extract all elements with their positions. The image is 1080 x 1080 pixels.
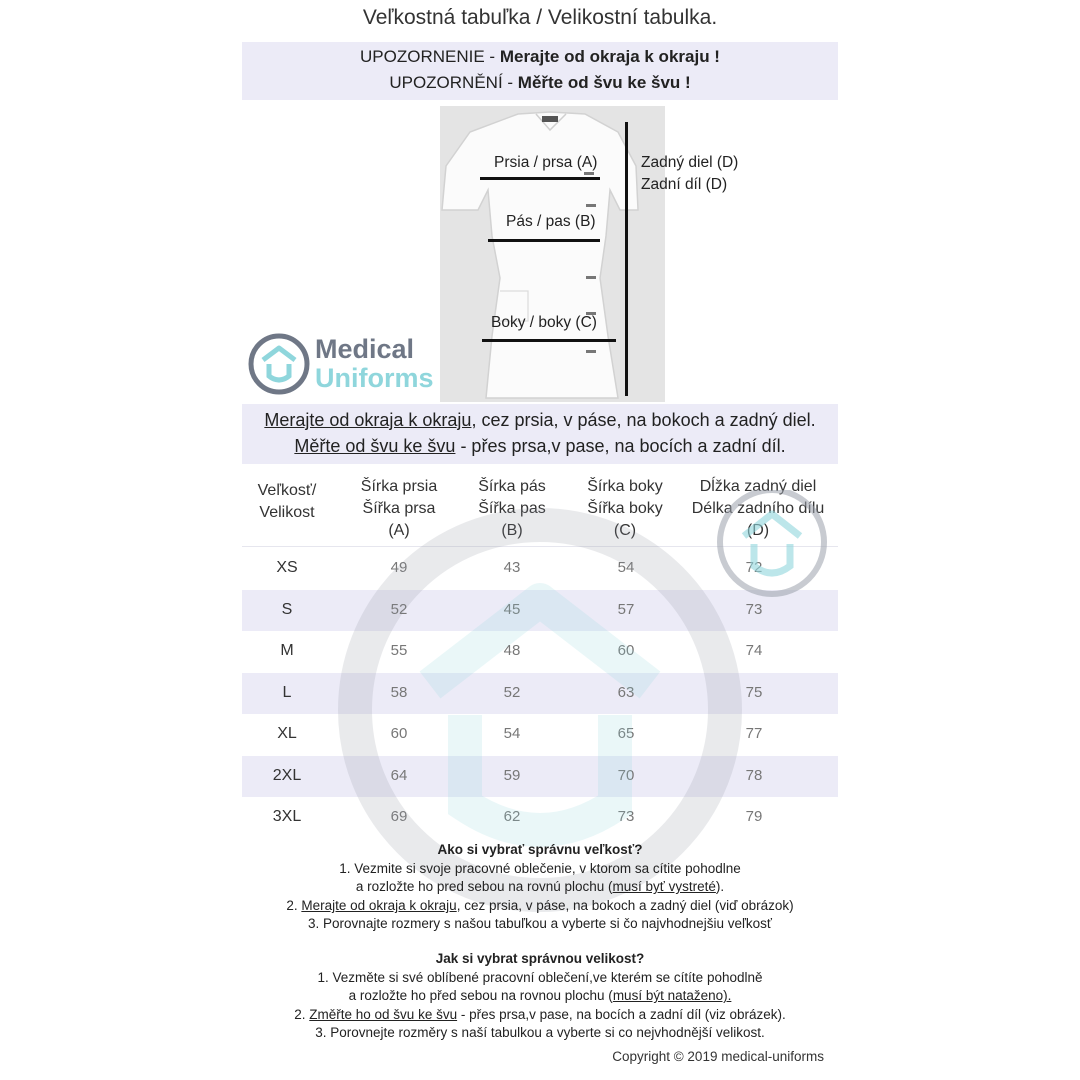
measure-instructions <box>242 404 838 464</box>
warning-prefix-sk: UPOZORNENIE - <box>360 47 500 66</box>
measurement-cell: 74 <box>745 642 763 659</box>
measurement-cell: 45 <box>503 600 521 618</box>
instruction-sk-rest: , cez prsia, v páse, na bokoch a zadný diel. <box>471 410 816 430</box>
guide-sk-step1b-underlined: musí byť vystreté <box>612 879 716 894</box>
header-back-sk: Dĺžka zadný diel <box>699 478 817 495</box>
guide-cz-step2-underlined: Změřte ho od švu ke švu <box>309 1007 458 1022</box>
header-waist-code: (B) <box>501 522 523 539</box>
page-title: Veľkostná tabuľka / Velikostní tabulka. <box>362 6 718 29</box>
instruction-cz <box>242 436 838 457</box>
table-row <box>242 756 838 797</box>
warning-line-sk <box>242 47 838 67</box>
table-row <box>242 590 838 631</box>
measurement-cell: 48 <box>503 642 521 659</box>
header-hips-sk: Šírka boky <box>587 478 663 495</box>
instruction-sk <box>242 410 838 431</box>
measurement-cell: 62 <box>503 808 521 825</box>
size-cell: XL <box>277 725 297 742</box>
measurement-cell: 58 <box>390 683 408 701</box>
header-size-cz: Velikost <box>259 504 315 521</box>
header-hips-cz: Šířka boky <box>587 500 663 517</box>
back-label-cz: Zadní díl (D) <box>641 176 728 193</box>
header-back-code: (D) <box>746 522 770 539</box>
instruction-sk-underlined: Merajte od okraja k okraju <box>264 410 472 430</box>
header-hips-code: (C) <box>613 522 637 539</box>
measurement-cell: 59 <box>503 766 521 784</box>
measurement-cell: 69 <box>390 808 408 825</box>
guide-sk-step2 <box>0 896 1080 915</box>
measurement-cell: 52 <box>503 683 521 701</box>
guide-sk-step1a: 1. Vezmite si svoje pracovné oblečenie, v ktorom sa cítite pohodlne <box>339 861 741 876</box>
warning-line-cz <box>242 73 838 93</box>
measurement-cell: 72 <box>745 559 763 576</box>
guide-sk-step1b <box>0 877 1080 896</box>
size-cell: 3XL <box>272 808 302 825</box>
header-back-cz: Délka zadního dílu <box>691 500 825 517</box>
measurement-cell: 55 <box>390 642 408 659</box>
size-cell: L <box>282 683 292 701</box>
header-divider <box>242 546 838 547</box>
header-chest <box>344 476 454 542</box>
table-row <box>242 714 838 755</box>
measurement-cell: 73 <box>745 600 763 618</box>
brand-logo <box>247 330 457 400</box>
header-back <box>678 476 838 542</box>
header-waist-cz: Šířka pas <box>478 500 546 517</box>
measurement-cell: 73 <box>617 808 635 825</box>
measurement-cell: 54 <box>617 559 635 576</box>
chest-label: Prsia / prsa (A) <box>494 154 598 171</box>
measurement-cell: 54 <box>503 725 521 742</box>
measurement-cell: 49 <box>390 559 408 576</box>
guide-sk-step2-pre: 2. <box>286 898 302 913</box>
logo-name-medical: Medical <box>315 334 415 364</box>
size-cell: XS <box>276 559 298 576</box>
guide-sk <box>0 840 1080 940</box>
instruction-cz-underlined: Měřte od švu ke švu <box>294 436 456 456</box>
guide-sk-step1b-pre: a rozložte ho pred sebou na rovnú plochu ( <box>355 879 613 894</box>
measurement-cell: 77 <box>745 725 763 742</box>
measurement-cell: 63 <box>617 683 635 701</box>
header-chest-sk: Šírka prsia <box>360 478 438 495</box>
guide-cz-step2 <box>0 1005 1080 1024</box>
header-chest-cz: Šířka prsa <box>362 500 436 517</box>
guide-sk-step2-post: , cez prsia, v páse, na bokoch a zadný diel (viď obrázok) <box>456 898 794 913</box>
chest-measure-line <box>480 177 600 180</box>
header-hips <box>565 476 685 542</box>
measurement-cell: 75 <box>745 683 763 701</box>
copyright: Copyright © 2019 medical-uniforms <box>612 1049 824 1064</box>
back-label-sk: Zadný diel (D) <box>641 154 739 171</box>
waist-label: Pás / pas (B) <box>506 213 596 230</box>
warning-bold-sk: Merajte od okraja k okraju ! <box>499 47 720 66</box>
size-cell: S <box>281 600 293 618</box>
guide-sk-step1b-post: ). <box>715 879 725 894</box>
header-size <box>242 480 332 524</box>
header-size-sk: Veľkosť/ <box>257 482 317 499</box>
guide-cz-step2-post: - přes prsa,v pase, na bocích a zadní díl (viz obrázek). <box>457 1007 786 1022</box>
garment-illustration <box>440 106 665 402</box>
table-row <box>242 548 838 589</box>
guide-sk-heading: Ako si vybrať správnu veľkosť? <box>437 842 643 857</box>
guide-cz-step1b-underlined: musí být nataženo). <box>612 988 732 1003</box>
warning-prefix-cz: UPOZORNĚNÍ - <box>389 73 518 92</box>
measurement-cell: 65 <box>617 725 635 742</box>
header-waist-sk: Šírka pás <box>478 478 546 495</box>
garment-diagram <box>440 106 665 402</box>
instruction-cz-rest: - přes prsa,v pase, na bocích a zadní díl. <box>455 436 786 456</box>
table-row <box>242 631 838 672</box>
header-chest-code: (A) <box>388 522 410 539</box>
guide-cz <box>0 949 1080 1049</box>
guide-cz-step1a: 1. Vezměte si své oblíbené pracovní oblečení,ve kterém se cítíte pohodlně <box>317 970 763 985</box>
table-row <box>242 797 838 838</box>
measurement-cell: 60 <box>617 642 635 659</box>
warning-box <box>242 42 838 100</box>
measurement-cell: 52 <box>390 600 408 618</box>
measurement-cell: 78 <box>745 766 763 784</box>
measurement-cell: 70 <box>617 766 635 784</box>
guide-cz-heading: Jak si vybrat správnou velikost? <box>435 951 645 966</box>
guide-sk-step3: 3. Porovnajte rozmery s našou tabuľkou a vyberte si čo najvhodnejšiu veľkosť <box>308 916 772 931</box>
hips-measure-line <box>482 339 616 342</box>
measurement-cell: 43 <box>503 559 521 576</box>
size-cell: 2XL <box>272 766 302 784</box>
measurement-cell: 64 <box>390 766 408 784</box>
measurement-cell: 79 <box>745 808 763 825</box>
waist-measure-line <box>488 239 600 242</box>
guide-cz-step2-pre: 2. <box>294 1007 310 1022</box>
back-length-line <box>625 122 628 396</box>
size-cell: M <box>280 642 294 659</box>
hips-label: Boky / boky (C) <box>491 314 597 331</box>
measurement-cell: 57 <box>617 600 635 618</box>
logo-name-uniforms: Uniforms <box>315 363 434 393</box>
warning-bold-cz: Měřte od švu ke švu ! <box>517 73 691 92</box>
guide-sk-step2-underlined: Merajte od okraja k okraju <box>301 898 457 913</box>
guide-cz-step1b-pre: a rozložte ho před sebou na rovnou plochu ( <box>348 988 613 1003</box>
logo-mark-icon <box>247 332 311 396</box>
guide-cz-step1b <box>0 986 1080 1005</box>
guide-cz-step3: 3. Porovnejte rozměry s naší tabulkou a vyberte si co nejvhodnější velikost. <box>315 1025 765 1040</box>
measurement-cell: 60 <box>390 725 408 742</box>
table-row <box>242 673 838 714</box>
header-waist <box>457 476 567 542</box>
